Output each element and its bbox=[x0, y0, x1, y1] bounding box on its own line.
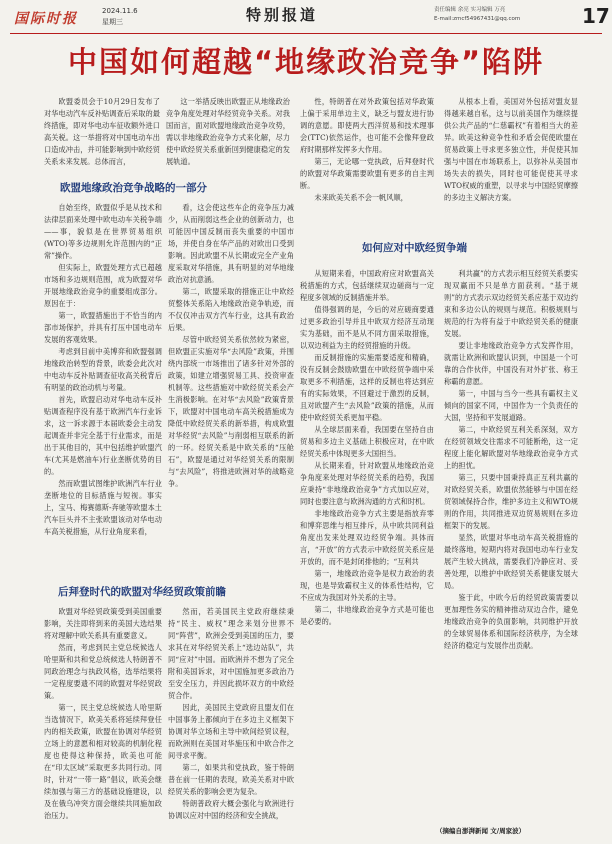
section-2-column-b bbox=[168, 606, 294, 836]
section-2-column-a bbox=[44, 606, 162, 836]
article-title: 中国如何超越“地缘政治竞争”陷阱 bbox=[67, 45, 545, 79]
body-paragraph: 第一，欧盟措施出于不恰当的内部市场保护，并具有打压中国电动车发展的客观效果。 bbox=[44, 311, 162, 344]
intro-paragraph: 第三，无论哪一党执政，后拜登时代的欧盟对华政策需要欧盟有更多的自主判断。 bbox=[300, 157, 434, 190]
body-paragraph: 第二，欧盟采取的措施正让中欧经贸整体关系陷入地缘政治竞争轨迹，而不仅仅冲击双方汽车行业，这具有政治后果。 bbox=[168, 287, 294, 332]
issue-weekday: 星期三 bbox=[102, 18, 123, 26]
intro-column-2 bbox=[166, 96, 290, 170]
body-paragraph: 考虑到目前中美博弈和欧盟强调地缘政治转型的背景，欧委会此次对中电动车反补贴调查征收高关税背后有明显的政治动机与考量。 bbox=[44, 347, 162, 392]
masthead-rule bbox=[10, 33, 602, 34]
masthead bbox=[0, 0, 612, 34]
issue-date: 2024.11.6 bbox=[102, 7, 138, 15]
body-paragraph: 然而，若美国民主党政府继续秉持“民主、威权”理念来划分世界不同“阵营”，欧洲会受到美国的压力，要求其在对华经贸关系上“选边站队”，共同“应对”中国。而欧洲并不想为了完全附和美国诉求，对中国施加更多政治乃至安全压力，并因此损坏双方的中欧经贸合作。 bbox=[168, 607, 294, 700]
body-paragraph: 特朗普政府大概会强化与欧洲进行协调以应对中国的经济和安全挑战， bbox=[168, 799, 294, 820]
body-paragraph: 但实际上，欧盟处理方式已超越市场和多边规则范围，成为欧盟对华开展地缘政治竞争的重要组成部分。原因在于： bbox=[44, 263, 162, 308]
body-paragraph: 第一，地缘政治竞争是权力政治的表现，也是导致霸权主义的体系性结构，它不应成为我国对外关系的主导。 bbox=[300, 569, 434, 602]
body-paragraph: 从短期来看，中国政府应对欧盟高关税措施的方式，包括继续双边磋商与一定程度多领域的反制措施并举。 bbox=[300, 269, 434, 302]
body-paragraph: 第二，非地缘政治竞争方式是可能也是必要的。 bbox=[300, 605, 434, 626]
section-3-column-b bbox=[444, 268, 578, 822]
body-paragraph: 显然，欧盟对华电动车高关税措施的最终落地，短期内将对我国电动车行业发展产生较大挑战，需要我们冷静应对、妥善处理，以维护中欧经贸关系健康发展大局。 bbox=[444, 533, 578, 590]
body-paragraph: 利共赢”的方式表示相互经贸关系要实现双赢而不只是单方面获利。“基于规则”的方式表示双边经贸关系应基于双边约束和多边公认的规则与规范。积极规则与规范的行为将有益于中欧经贸关系的健康发展。 bbox=[444, 269, 578, 338]
body-paragraph: 第二，中欧经贸互利关系深刻，双方在经贸领域交往需求不可能断绝，这一定程度上能化解欧盟对华地缘政治竞争方式上的担忧。 bbox=[444, 425, 578, 470]
body-paragraph: 然而，考虑到民主党总统候选人哈里斯和共和党总统候选人特朗普不同政治理念与执政风格，选举结果将一定程度要遗不同的欧盟对华经贸政策。 bbox=[44, 643, 162, 700]
editor-line: 责任编辑 余亮 实习编辑 万亮 bbox=[434, 7, 506, 13]
body-paragraph: 而反制措施的实施需要适度和精确，没有反制会鼓励欧盟在中欧经贸争端中采取更多不利措施，这样的反制也将达到应有的实际效果，不回避过于激烈的反制，且对欧盟产生“去风险”政策的措施，从而使中欧经贸关系更加平稳。 bbox=[300, 353, 434, 422]
body-paragraph: 从长期来看，针对欧盟从地缘政治竞争角度来处理对华经贸关系的趋势，我国应秉持“非地缘政治竞争”方式加以应对，同时也要注意与欧洲沟通的方式和时机。 bbox=[300, 461, 434, 506]
intro-paragraph: 未来欧美关系不会一帆风顺， bbox=[314, 193, 408, 202]
intro-paragraph: 欧盟委员会于10月29日发布了对华电动汽车反补贴调查后采取的最终措施，即对华电动车征收额外进口高关税。这一举措将对中国电动车出口造成冲击，并可能影响到中欧经贸关系未来发展。总体而言， bbox=[44, 97, 160, 166]
body-paragraph: 值得强调的是，今后的对应磋商要通过更多政治引导并且中欧双方经济互动现实为基础，而不是从不同方面采取措施，以双边利益为主的经贸措施的升级。 bbox=[300, 305, 434, 350]
intro-paragraph: 从根本上看，美国对外包括对盟友显得越来越自私，这与以前美国作为继续提供公共产品的“仁慈霸权”有着相当大的差异。欧美这种竞争性和矛盾会促使欧盟在贸易政策上寻求更多独立性，并促使其加强与中国在市场联系上，以弥补从美国市场失去的损失，同时也可能促使其寻求WTO权威的重塑，以寻求与中国经贸摩擦的多边主义解决方案。 bbox=[444, 97, 578, 202]
body-paragraph: 鉴于此，中欧今后的经贸政策需要以更加理性务实的精神推动双边合作，避免地缘政治竞争的负面影响，共同维护开放的全球贸易体系和国际经济秩序，为全球经济的稳定与发展作出贡献。 bbox=[444, 593, 578, 650]
section-heading-3: 如何应对中欧经贸争端 bbox=[362, 242, 467, 254]
body-paragraph: 尽管中欧经贸关系依然较为紧密，但欧盟正实施对华“去风险”政策，并围绕内部统一市场推出了诸多针对外部的政策，如建立增强贸易工具、投资审查机制等。这些措施对中欧经贸关系会产生消极影响。在对华“去风险”政策背景下，欧盟对中国电动车高关税措施成为降低中欧经贸关系的新举措，构成欧盟对华经贸“去风险”与削弱相互联系的新的一环。经贸关系是中欧关系的“压舱石”，欧盟是通过对华经贸关系的限制与“去风险”，将推进欧洲对华的战略竞争。 bbox=[168, 335, 294, 488]
intro-column-3 bbox=[300, 96, 434, 256]
body-paragraph: 非地缘政治竞争方式主要是指放弃零和博弈思维与相互排斥，从中欧共同利益角度出发来处理双边经贸争端。具体而言，“开放”的方式表示中欧经贸关系应是开放的，而不是封闭排他的；“互利共 bbox=[300, 509, 434, 566]
body-paragraph: 第三，只要中国秉持真正互利共赢的对欧经贸关系，欧盟依然能够与中国在经贸领域保持合作，维护多边主义和WTO规则的作用，共同推进双边贸易规则在多边框架下的发展。 bbox=[444, 473, 578, 530]
section-3-column-a bbox=[300, 268, 434, 824]
editor-email: E-mail:zmcf54967431@qq.com bbox=[434, 16, 521, 22]
body-paragraph: 要让非地缘政治竞争方式发挥作用，就需让欧洲和欧盟认识到，中国是一个可靠的合作伙伴，中国没有对外扩张、称王称霸的意愿。 bbox=[444, 341, 578, 386]
section-1-column-a bbox=[44, 202, 162, 576]
body-paragraph: 第一，中国与当今一些具有霸权主义倾向的国家不同，中国作为一个负责任的大国，坚持和平发展道路。 bbox=[444, 389, 578, 422]
body-paragraph: 自始至终，欧盟似乎是从技术和法律层面来处理中欧电动车关税争端——事，貌似是在世界贸易组织(WTO)等多边规则允许范围内的“正常”操作。 bbox=[44, 203, 162, 260]
page-number: 17 bbox=[582, 4, 610, 28]
intro-paragraph: 这一举措反映出欧盟正从地缘政治竞争角度处理对华经贸竞争关系。对我国而言，面对欧盟地缘政治竞争攻势，需以非地缘政治竞争方式来化解，尽力使中欧经贸关系重新回到健康稳定的发展轨道。 bbox=[166, 97, 290, 166]
source-credit: （摘编自澎湃新闻 文/周家波） bbox=[436, 827, 526, 835]
body-paragraph: 第二，如果共和党执政，鉴于特朗普在前一任期的表现，欧美关系对中欧经贸关系的影响会更为复杂。 bbox=[168, 763, 294, 796]
section-name: 特别报道 bbox=[246, 6, 319, 24]
editor-info bbox=[434, 6, 520, 24]
body-paragraph: 因此，美国民主党政府且盟友们在中国事务上都倾向于在多边主义框架下协调对华立场和主导中欧间经贸议程，而欧洲则在美国对华施压和中欧合作之间寻求平衡。 bbox=[168, 703, 294, 760]
body-paragraph: 看，这会使这些车企的竞争压力减少，从而削弱这些企业的创新动力，也可能因中国反制而丧失重要的中国市场，并使自身在华产品的对欧出口受到影响。因此欧盟不从长期或完全产业角度采取对华措施，具有明显的对华地缘政治对抗意涵。 bbox=[168, 203, 294, 284]
intro-column-4 bbox=[444, 96, 578, 256]
section-1-column-b bbox=[168, 202, 294, 576]
body-paragraph: 欧盟对华经贸政策受到美国重要影响，关注即将到来的美国大选结果将对理解中欧关系具有重要意义。 bbox=[44, 607, 162, 640]
intro-paragraph: 性，特朗普在对外政策包括对华政策上偏于采用单边主义，缺乏与盟友进行协调的意愿。即使两大西洋贸易和技术理事会(TTC)依然运作，也可能不会像拜登政府时期那样发挥多大作用。 bbox=[300, 97, 434, 154]
issue-info bbox=[102, 6, 138, 28]
body-paragraph: 从全球层面来看，我国要在坚持自由贸易和多边主义基础上积极应对，在中欧经贸关系中体现更多大国担当。 bbox=[300, 425, 434, 458]
body-paragraph: 第一，民主党总统候选人哈里斯当选情况下，欧美关系将延续拜登任内的相关政策，欧盟在协调对华经贸立场上的意愿和相对较高的机制化程度也使得这种保持，欧美也可能在“印太区域”采取更多共同行动。同时，针对“一带一路”倡议，欧美会继续加强与第三方的基础设施建设，以及在俄乌冲突方面会继续共同施加政治压力。 bbox=[44, 703, 162, 820]
intro-column-1 bbox=[44, 96, 160, 170]
body-paragraph: 首先，欧盟启动对华电动车反补贴调查程序没有基于欧洲汽车行业诉求，这一诉求源于本届欧委会主动发起调查并非完全基于行业需求，而是出于其他目的，其中包括维护欧盟汽车(尤其是燃油车)行业垄断优势的目的。 bbox=[44, 395, 162, 476]
section-heading-1: 欧盟地缘政治竞争战略的一部分 bbox=[60, 182, 207, 194]
body-paragraph: 然而欧盟试图维护欧洲汽车行业垄断地位的目标措施与短视。事实上，宝马、梅赛德斯-奔驰等欧盟本土汽车巨头并不主张欧盟该动对华电动车高关税措施，从行业角度来看， bbox=[44, 479, 162, 536]
newspaper-logo: 国际时报 bbox=[14, 11, 78, 27]
section-heading-2: 后拜登时代的欧盟对华经贸政策前瞻 bbox=[58, 586, 226, 598]
